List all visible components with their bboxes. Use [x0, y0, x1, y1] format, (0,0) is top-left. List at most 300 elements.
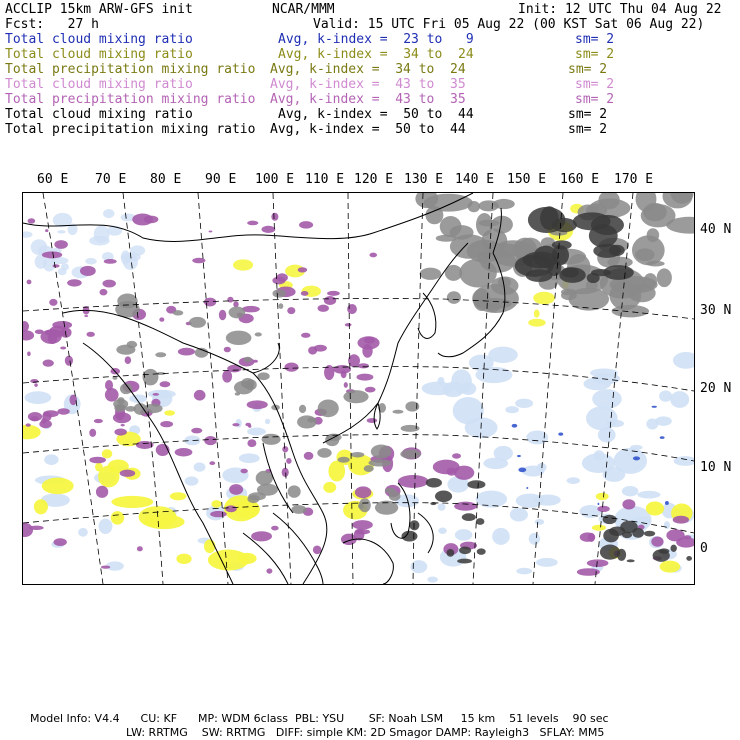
- upper-cloud-patch: [26, 423, 31, 426]
- low-cloud-patch: [664, 521, 670, 529]
- upper-cloud-patch: [229, 484, 243, 495]
- high-cloud-patch: [612, 305, 649, 317]
- low-cloud-patch: [670, 391, 689, 408]
- low-cloud-patch: [185, 476, 199, 485]
- upper-cloud-patch: [35, 329, 44, 334]
- high-cloud-patch: [659, 548, 670, 553]
- upper-cloud-patch: [125, 356, 132, 364]
- upper-cloud-patch: [369, 253, 377, 258]
- upper-cloud-patch: [282, 446, 288, 452]
- upper-cloud-patch: [367, 418, 377, 423]
- mid-cloud-patch: [534, 310, 540, 318]
- upper-cloud-patch: [52, 321, 72, 329]
- upper-cloud-patch: [57, 408, 69, 415]
- upper-cloud-patch: [588, 533, 595, 542]
- forecast-hour: Fcst: 27 h: [5, 17, 99, 32]
- longitude-label: 110 E: [305, 172, 345, 187]
- mid-cloud-patch: [646, 502, 664, 516]
- low-cloud-patch: [57, 230, 66, 233]
- upper-cloud-patch: [23, 321, 29, 332]
- high-cloud-patch: [479, 220, 500, 227]
- upper-cloud-patch: [28, 218, 36, 223]
- high-cloud-patch: [291, 505, 306, 514]
- upper-cloud-patch: [96, 486, 108, 498]
- low-cloud-patch: [665, 501, 669, 505]
- mid-cloud-patch: [323, 482, 336, 493]
- high-cloud-patch: [468, 201, 480, 212]
- upper-cloud-patch: [53, 538, 66, 546]
- high-cloud-patch: [477, 252, 490, 264]
- low-cloud-patch: [438, 528, 446, 534]
- upper-cloud-patch: [94, 419, 103, 423]
- upper-cloud-patch: [454, 502, 477, 511]
- upper-cloud-patch: [101, 565, 110, 568]
- high-cloud-patch: [279, 303, 284, 309]
- upper-cloud-patch: [225, 505, 236, 512]
- upper-cloud-patch: [29, 526, 43, 530]
- org-label: NCAR/MMM: [272, 2, 335, 17]
- low-cloud-patch: [652, 406, 657, 408]
- upper-cloud-patch: [30, 416, 39, 421]
- latitude-label: 10 N: [700, 460, 732, 475]
- longitude-label: 80 E: [150, 172, 182, 187]
- high-cloud-patch: [257, 484, 278, 496]
- upper-cloud-patch: [266, 568, 272, 573]
- mid-cloud-patch: [111, 496, 153, 508]
- mid-cloud-patch: [533, 292, 555, 305]
- high-cloud-patch: [589, 224, 618, 247]
- high-cloud-patch: [400, 449, 421, 458]
- high-cloud-patch: [600, 544, 620, 559]
- upper-cloud-patch: [261, 226, 275, 233]
- low-cloud-patch: [655, 416, 672, 425]
- upper-cloud-patch: [355, 486, 371, 498]
- legend-sm: sm= 2: [568, 107, 608, 122]
- upper-cloud-patch: [286, 458, 291, 464]
- upper-cloud-patch: [232, 423, 239, 426]
- mid-cloud-patch: [528, 319, 546, 327]
- low-cloud-patch: [422, 382, 454, 396]
- upper-cloud-patch: [159, 317, 164, 321]
- upper-cloud-patch: [398, 475, 429, 488]
- latitude-label: 30 N: [700, 303, 732, 318]
- high-cloud-patch: [609, 526, 625, 535]
- upper-cloud-patch: [89, 429, 96, 437]
- low-cloud-patch: [505, 406, 519, 413]
- mid-cloud-patch: [348, 455, 374, 476]
- low-cloud-patch: [607, 420, 624, 427]
- high-cloud-patch: [307, 417, 315, 422]
- init-time: Init: 12 UTC Thu 04 Aug 22: [518, 2, 722, 17]
- legend-sm: sm= 2: [575, 92, 615, 107]
- low-cloud-patch: [567, 477, 580, 484]
- high-cloud-patch: [587, 273, 600, 283]
- legend-field: Total cloud mixing ratio: [5, 107, 193, 122]
- longitude-label: 120 E: [354, 172, 394, 187]
- low-cloud-patch: [516, 568, 532, 575]
- upper-cloud-patch: [327, 291, 340, 296]
- high-cloud-patch: [272, 289, 285, 297]
- high-cloud-patch: [368, 459, 391, 466]
- upper-cloud-patch: [357, 374, 374, 381]
- high-cloud-patch: [318, 399, 339, 417]
- high-cloud-patch: [647, 228, 660, 242]
- upper-cloud-patch: [271, 526, 278, 531]
- upper-cloud-patch: [54, 240, 68, 249]
- upper-cloud-patch: [104, 259, 117, 264]
- low-cloud-patch: [476, 491, 508, 508]
- low-cloud-patch: [598, 427, 616, 442]
- low-cloud-patch: [239, 453, 260, 463]
- high-cloud-patch: [603, 265, 634, 280]
- high-cloud-patch: [351, 452, 365, 457]
- low-cloud-patch: [614, 448, 647, 474]
- legend-avg: Avg, k-index = 43 to 35: [270, 92, 466, 107]
- model-info: Model Info: V4.4 CU: KF MP: WDM 6class PBL: YSU SF: Noah LSM 15 km 51 levels 90 sec: [30, 712, 609, 725]
- mid-cloud-patch: [660, 561, 681, 573]
- upper-cloud-patch: [365, 387, 376, 393]
- high-cloud-patch: [229, 306, 246, 318]
- low-cloud-patch: [558, 433, 563, 436]
- low-cloud-patch: [518, 468, 526, 473]
- legend-field: Total cloud mixing ratio: [5, 47, 193, 62]
- low-cloud-patch: [622, 486, 638, 496]
- high-cloud-patch: [343, 390, 368, 403]
- high-cloud-patch: [244, 357, 252, 363]
- low-cloud-patch: [44, 454, 58, 465]
- high-cloud-patch: [462, 513, 476, 521]
- longitude-label: 90 E: [205, 172, 237, 187]
- upper-cloud-patch: [287, 307, 295, 314]
- upper-cloud-patch: [247, 221, 258, 226]
- upper-cloud-patch: [102, 280, 116, 288]
- legend-field: Total precipitation mixing ratio: [5, 92, 256, 107]
- low-cloud-patch: [492, 528, 510, 545]
- high-cloud-patch: [114, 404, 126, 412]
- legend-avg: Avg, k-index = 50 to 44: [278, 107, 474, 122]
- low-cloud-patch: [99, 519, 113, 534]
- high-cloud-patch: [420, 268, 442, 280]
- low-cloud-patch: [590, 369, 618, 378]
- upper-cloud-patch: [23, 523, 33, 537]
- upper-cloud-patch: [137, 546, 143, 551]
- high-cloud-patch: [385, 488, 395, 494]
- high-cloud-patch: [235, 392, 240, 395]
- high-cloud-patch: [255, 332, 262, 336]
- upper-cloud-patch: [233, 301, 238, 307]
- low-cloud-patch: [592, 389, 622, 409]
- upper-cloud-patch: [298, 267, 308, 272]
- low-cloud-patch: [103, 209, 114, 218]
- upper-cloud-patch: [224, 347, 231, 353]
- low-cloud-patch: [148, 390, 176, 398]
- upper-cloud-patch: [352, 520, 373, 529]
- upper-cloud-patch: [144, 216, 159, 224]
- low-cloud-patch: [598, 503, 600, 505]
- upper-cloud-patch: [178, 348, 195, 356]
- mid-cloud-patch: [170, 492, 186, 500]
- high-cloud-patch: [670, 545, 676, 552]
- upper-cloud-patch: [105, 388, 119, 402]
- valid-time: Valid: 15 UTC Fri 05 Aug 22 (00 KST Sat 06 Aug 22): [313, 17, 705, 32]
- upper-cloud-patch: [191, 428, 202, 434]
- high-cloud-patch: [364, 465, 374, 472]
- low-cloud-patch: [427, 577, 438, 583]
- low-cloud-patch: [247, 428, 266, 436]
- high-cloud-patch: [189, 317, 206, 328]
- latitude-label: 40 N: [700, 222, 732, 237]
- high-cloud-patch: [533, 246, 558, 269]
- high-cloud-patch: [392, 410, 403, 414]
- low-cloud-patch: [461, 382, 477, 395]
- upper-cloud-patch: [34, 383, 37, 386]
- upper-cloud-patch: [70, 395, 77, 405]
- high-cloud-patch: [646, 261, 664, 267]
- upper-cloud-patch: [42, 251, 62, 258]
- upper-cloud-patch: [204, 436, 216, 445]
- upper-cloud-patch: [219, 310, 226, 321]
- mid-cloud-patch: [34, 499, 48, 514]
- upper-cloud-patch: [282, 468, 289, 477]
- high-cloud-patch: [644, 531, 655, 537]
- mid-cloud-patch: [233, 259, 253, 270]
- upper-cloud-patch: [324, 296, 336, 305]
- longitude-label: 60 E: [37, 172, 69, 187]
- legend-sm: sm= 2: [568, 62, 608, 77]
- mid-cloud-patch: [98, 465, 119, 487]
- upper-cloud-patch: [86, 332, 94, 337]
- physics-info: LW: RRTMG SW: RRTMG DIFF: simple KM: 2D Smagor DAMP: Rayleigh3 SFLAY: MM5: [126, 726, 605, 739]
- high-cloud-patch: [632, 528, 644, 538]
- low-cloud-patch: [526, 487, 528, 489]
- high-cloud-patch: [476, 518, 485, 525]
- longitude-label: 150 E: [507, 172, 547, 187]
- upper-cloud-patch: [362, 344, 372, 358]
- map-canvas: [23, 193, 694, 584]
- upper-cloud-patch: [209, 231, 213, 233]
- high-cloud-patch: [262, 434, 281, 445]
- high-cloud-patch: [143, 404, 162, 413]
- high-cloud-patch: [317, 448, 331, 458]
- low-cloud-patch: [438, 503, 446, 510]
- high-cloud-patch: [440, 216, 462, 237]
- legend-avg: Avg, k-index = 34 to 24: [278, 47, 474, 62]
- upper-cloud-patch: [358, 363, 369, 368]
- high-cloud-patch: [155, 352, 166, 357]
- upper-cloud-patch: [308, 346, 317, 354]
- upper-cloud-patch: [284, 363, 298, 372]
- upper-cloud-patch: [240, 469, 247, 474]
- high-cloud-patch: [457, 559, 472, 564]
- latitude-label: 0: [700, 541, 708, 556]
- upper-cloud-patch: [587, 559, 609, 567]
- low-cloud-patch: [659, 390, 672, 401]
- upper-cloud-patch: [333, 365, 351, 374]
- low-cloud-patch: [579, 505, 601, 518]
- upper-cloud-patch: [227, 297, 233, 303]
- mid-cloud-patch: [111, 511, 124, 525]
- upper-cloud-patch: [160, 381, 171, 387]
- upper-cloud-patch: [84, 315, 88, 317]
- upper-cloud-patch: [194, 390, 206, 401]
- mid-cloud-patch: [592, 525, 606, 531]
- legend-avg: Avg, k-index = 23 to 9: [278, 32, 474, 47]
- upper-cloud-patch: [673, 516, 689, 524]
- legend-avg: Avg, k-index = 50 to 44: [270, 122, 466, 137]
- upper-cloud-patch: [301, 291, 309, 296]
- low-cloud-patch: [582, 453, 615, 473]
- mid-cloud-patch: [596, 493, 609, 500]
- upper-cloud-patch: [347, 304, 357, 314]
- low-cloud-patch: [510, 508, 528, 522]
- high-cloud-patch: [288, 485, 301, 497]
- high-cloud-patch: [338, 457, 350, 463]
- upper-cloud-patch: [121, 424, 125, 426]
- upper-cloud-patch: [247, 400, 268, 409]
- high-cloud-patch: [447, 549, 455, 557]
- upper-cloud-patch: [245, 423, 251, 427]
- mid-cloud-patch: [211, 500, 221, 508]
- high-cloud-patch: [299, 405, 306, 413]
- upper-cloud-patch: [364, 337, 375, 344]
- legend-sm: sm= 2: [575, 77, 615, 92]
- upper-cloud-patch: [99, 289, 107, 296]
- high-cloud-patch: [173, 310, 183, 315]
- upper-cloud-patch: [45, 229, 48, 232]
- low-cloud-patch: [494, 446, 513, 461]
- high-cloud-patch: [257, 372, 269, 380]
- upper-cloud-patch: [89, 457, 106, 464]
- upper-cloud-patch: [345, 323, 352, 326]
- upper-cloud-patch: [313, 546, 322, 555]
- high-cloud-patch: [686, 556, 692, 561]
- low-cloud-patch: [515, 399, 533, 408]
- low-cloud-patch: [25, 391, 52, 404]
- low-cloud-patch: [637, 491, 660, 499]
- legend-sm: sm= 2: [575, 47, 615, 62]
- mid-cloud-patch: [204, 539, 215, 553]
- high-cloud-patch: [657, 268, 672, 287]
- upper-cloud-patch: [160, 421, 173, 427]
- upper-cloud-patch: [251, 531, 272, 541]
- low-cloud-patch: [660, 436, 665, 439]
- upper-cloud-patch: [80, 266, 96, 276]
- high-cloud-patch: [643, 203, 667, 221]
- upper-cloud-patch: [60, 346, 66, 349]
- high-cloud-patch: [256, 471, 273, 486]
- upper-cloud-patch: [651, 536, 663, 546]
- low-cloud-patch: [85, 258, 97, 265]
- legend-field: Total cloud mixing ratio: [5, 77, 193, 92]
- high-cloud-patch: [435, 491, 452, 502]
- mid-cloud-patch: [102, 449, 113, 458]
- high-cloud-patch: [426, 478, 442, 488]
- high-cloud-patch: [358, 503, 364, 509]
- upper-cloud-patch: [114, 428, 127, 435]
- upper-cloud-patch: [271, 213, 278, 221]
- low-cloud-patch: [61, 263, 69, 270]
- upper-cloud-patch: [30, 379, 38, 383]
- legend-avg: Avg, k-index = 34 to 24: [270, 62, 466, 77]
- low-cloud-patch: [43, 258, 55, 272]
- map-panel: [22, 192, 695, 585]
- mid-cloud-patch: [42, 478, 74, 495]
- upper-cloud-patch: [175, 448, 193, 456]
- low-cloud-patch: [194, 462, 206, 471]
- high-cloud-patch: [371, 445, 392, 459]
- upper-cloud-patch: [49, 299, 57, 306]
- low-cloud-patch: [265, 419, 270, 424]
- low-cloud-patch: [455, 529, 473, 540]
- low-cloud-patch: [673, 352, 694, 369]
- upper-cloud-patch: [454, 466, 474, 480]
- model-title: ACCLIP 15km ARW-GFS init: [5, 2, 193, 17]
- upper-cloud-patch: [247, 439, 256, 447]
- high-cloud-patch: [627, 559, 635, 562]
- high-cloud-patch: [528, 207, 565, 233]
- low-cloud-patch: [536, 558, 558, 567]
- longitude-label: 160 E: [560, 172, 600, 187]
- upper-cloud-patch: [318, 305, 329, 312]
- upper-cloud-patch: [27, 351, 31, 356]
- upper-cloud-patch: [272, 277, 285, 285]
- upper-cloud-patch: [304, 452, 314, 460]
- mid-cloud-patch: [164, 410, 175, 416]
- legend-sm: sm= 2: [575, 32, 615, 47]
- high-cloud-patch: [603, 515, 617, 524]
- high-cloud-patch: [477, 548, 486, 555]
- legend-field: Total cloud mixing ratio: [5, 32, 193, 47]
- high-cloud-patch: [226, 331, 252, 345]
- upper-cloud-patch: [65, 356, 73, 366]
- low-cloud-patch: [89, 236, 110, 246]
- upper-cloud-patch: [23, 330, 34, 340]
- high-cloud-patch: [459, 259, 497, 288]
- longitude-label: 70 E: [95, 172, 127, 187]
- upper-cloud-patch: [67, 279, 82, 286]
- upper-cloud-patch: [452, 453, 461, 458]
- legend-sm: sm= 2: [568, 122, 608, 137]
- upper-cloud-patch: [27, 280, 32, 285]
- mid-cloud-patch: [144, 515, 185, 530]
- legend-field: Total precipitation mixing ratio: [5, 62, 256, 77]
- legend-field: Total precipitation mixing ratio: [5, 122, 256, 137]
- mid-cloud-patch: [176, 554, 191, 564]
- high-cloud-patch: [447, 291, 461, 304]
- upper-cloud-patch: [299, 221, 313, 229]
- upper-cloud-patch: [39, 420, 52, 428]
- low-cloud-patch: [633, 456, 640, 460]
- low-cloud-patch: [529, 533, 540, 545]
- longitude-label: 170 E: [614, 172, 654, 187]
- longitude-label: 130 E: [404, 172, 444, 187]
- high-cloud-patch: [401, 425, 420, 432]
- upper-cloud-patch: [210, 511, 227, 517]
- high-cloud-patch: [459, 547, 471, 555]
- high-cloud-patch: [493, 199, 515, 209]
- upper-cloud-patch: [192, 258, 205, 263]
- high-cloud-patch: [609, 245, 625, 256]
- upper-cloud-patch: [666, 529, 684, 541]
- upper-cloud-patch: [52, 264, 59, 267]
- longitude-label: 100 E: [255, 172, 295, 187]
- upper-cloud-patch: [209, 461, 215, 465]
- latitude-label: 20 N: [700, 381, 732, 396]
- upper-cloud-patch: [43, 360, 54, 367]
- upper-cloud-patch: [153, 393, 160, 396]
- low-cloud-patch: [512, 424, 518, 428]
- high-cloud-patch: [241, 378, 254, 389]
